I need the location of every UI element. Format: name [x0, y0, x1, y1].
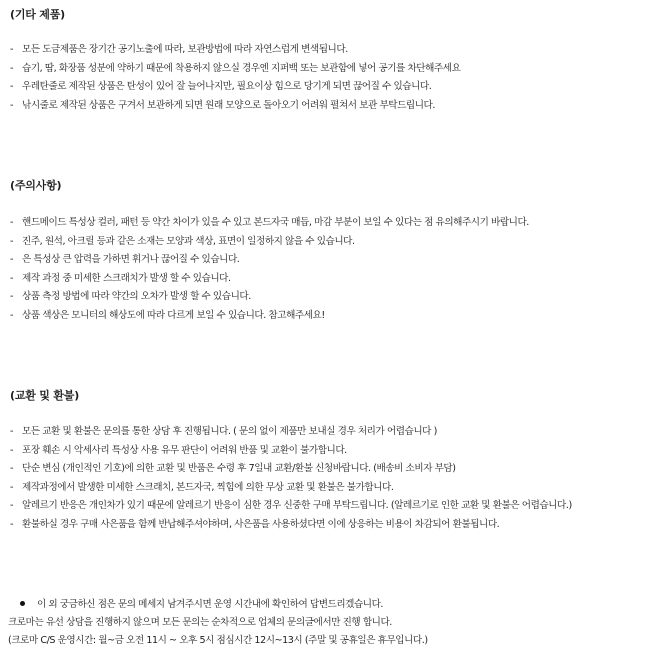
caution-list — [10, 216, 640, 323]
list-item-text: 상품 색상은 모니터의 해상도에 따라 다르게 보일 수 있습니다. 참고해주세요! — [22, 309, 325, 321]
contact-bullet-text: 이 외 궁금하신 점은 문의 메세지 남겨주시면 운영 시간내에 확인하여 답변드리겠습니다. — [37, 599, 384, 610]
dash-marker: - — [10, 309, 14, 321]
dash-marker: - — [10, 62, 14, 74]
list-item-text: 모든 도금제품은 장기간 공기노출에 따라, 보관방법에 따라 자연스럽게 변색됩니다. — [22, 44, 348, 55]
list-item-text: 우레탄줄로 제작된 상품은 탄성이 있어 잘 늘어나지만, 필요이상 힘으로 당기게 되면 끊어질 수 있습니다. — [22, 81, 432, 92]
list-item — [10, 481, 640, 495]
dash-marker: - — [10, 44, 14, 55]
list-item-text: 알레르기 반응은 개인차가 있기 때문에 알레르기 반응이 심한 경우 신중한 구매 부탁드립니다. (알레르기로 인한 교환 및 환불은 어렵습니다.) — [22, 500, 572, 511]
list-item-text: 모든 교환 및 환불은 문의를 통한 상담 후 진행됩니다. ( 문의 없이 제품만 보내실 경우 처리가 어렵습니다 ) — [22, 426, 437, 437]
dash-marker: - — [10, 99, 14, 111]
etc-products-section — [10, 8, 640, 113]
list-item — [10, 99, 640, 113]
list-item — [10, 309, 640, 323]
list-item — [10, 518, 640, 532]
dash-marker: - — [10, 444, 14, 456]
caution-section — [10, 179, 640, 323]
dash-marker: - — [10, 235, 14, 247]
list-item — [10, 272, 640, 286]
etc-products-list — [10, 43, 640, 113]
dash-marker: - — [10, 500, 14, 511]
dash-marker: - — [10, 463, 14, 474]
list-item-text: 포장 훼손 시 악세사리 특성상 사용 유무 판단이 어려워 반품 및 교환이 불가합니다. — [22, 444, 347, 456]
contact-cs-hours: (크로마 C/S 운영시간: 월~금 오전 11시 ~ 오후 5시 점심시간 12시~13시 (주말 및 공휴일은 휴무입니다.) — [8, 635, 428, 646]
contact-inquiry-policy: 크로마는 유선 상담을 진행하지 않으며 모든 문의는 순차적으로 업체의 문의글에서만 진행 합니다. — [8, 617, 392, 628]
list-item — [10, 499, 640, 513]
bullet-dot-icon — [20, 601, 25, 606]
contact-bullet-line — [8, 598, 640, 612]
list-item-text: 단순 변심 (개인적인 기호)에 의한 교환 및 반품은 수령 후 7일내 교환/환불 신청바랍니다. (배송비 소비자 부담) — [22, 463, 456, 474]
dash-marker: - — [10, 272, 14, 284]
list-item-text: 제작 과정 중 미세한 스크래치가 발생 할 수 있습니다. — [22, 272, 231, 284]
list-item — [10, 462, 640, 476]
exchange-refund-section — [10, 389, 640, 532]
list-item — [10, 425, 640, 439]
section-title-etc: (기타 제품) — [10, 8, 65, 21]
list-item-text: 습기, 땀, 화장품 성분에 약하기 때문에 착용하지 않으실 경우엔 지퍼백 또는 보관함에 넣어 공기를 차단해주세요 — [22, 62, 461, 74]
exchange-refund-list — [10, 425, 640, 532]
dash-marker: - — [10, 518, 14, 530]
dash-marker: - — [10, 481, 14, 493]
list-item — [10, 253, 640, 267]
list-item-text: 은 특성상 큰 압력을 가하면 휘거나 끊어질 수 있습니다. — [22, 254, 240, 265]
list-item-text: 낚시줄로 제작된 상품은 구겨서 보관하게 되면 원래 모양으로 돌아오기 어려워 펼쳐서 보관 부탁드립니다. — [22, 99, 435, 111]
contact-info — [8, 598, 640, 652]
list-item-text: 핸드메이드 특성상 컬러, 패턴 등 약간 차이가 있을 수 있고 본드자국 매듭, 마감 부분이 보일 수 있다는 점 유의해주시기 바랍니다. — [22, 217, 529, 228]
list-item — [10, 62, 640, 76]
section-title-exchange: (교환 및 환불) — [10, 389, 80, 402]
list-item — [10, 290, 640, 304]
dash-marker: - — [10, 254, 14, 265]
dash-marker: - — [10, 426, 14, 437]
dash-marker: - — [10, 81, 14, 92]
list-item-text: 환불하실 경우 구매 사은품을 함께 반납해주셔야하며, 사은품을 사용하셨다면 이에 상응하는 비용이 차감되어 환불됩니다. — [22, 518, 500, 530]
list-item — [10, 43, 640, 57]
list-item-text: 진주, 원석, 아크릴 등과 같은 소재는 모양과 색상, 표면이 일정하지 않을 수 있습니다. — [22, 235, 355, 247]
list-item — [10, 216, 640, 230]
list-item — [10, 235, 640, 249]
dash-marker: - — [10, 291, 14, 302]
list-item — [10, 80, 640, 94]
dash-marker: - — [10, 217, 14, 228]
list-item — [10, 444, 640, 458]
list-item-text: 상품 측정 방법에 따라 약간의 오차가 발생 할 수 있습니다. — [22, 291, 251, 302]
section-title-caution: (주의사항) — [10, 179, 62, 192]
list-item-text: 제작과정에서 발생한 미세한 스크래치, 본드자국, 찍힘에 의한 무상 교환 및 환불은 불가합니다. — [22, 481, 394, 493]
